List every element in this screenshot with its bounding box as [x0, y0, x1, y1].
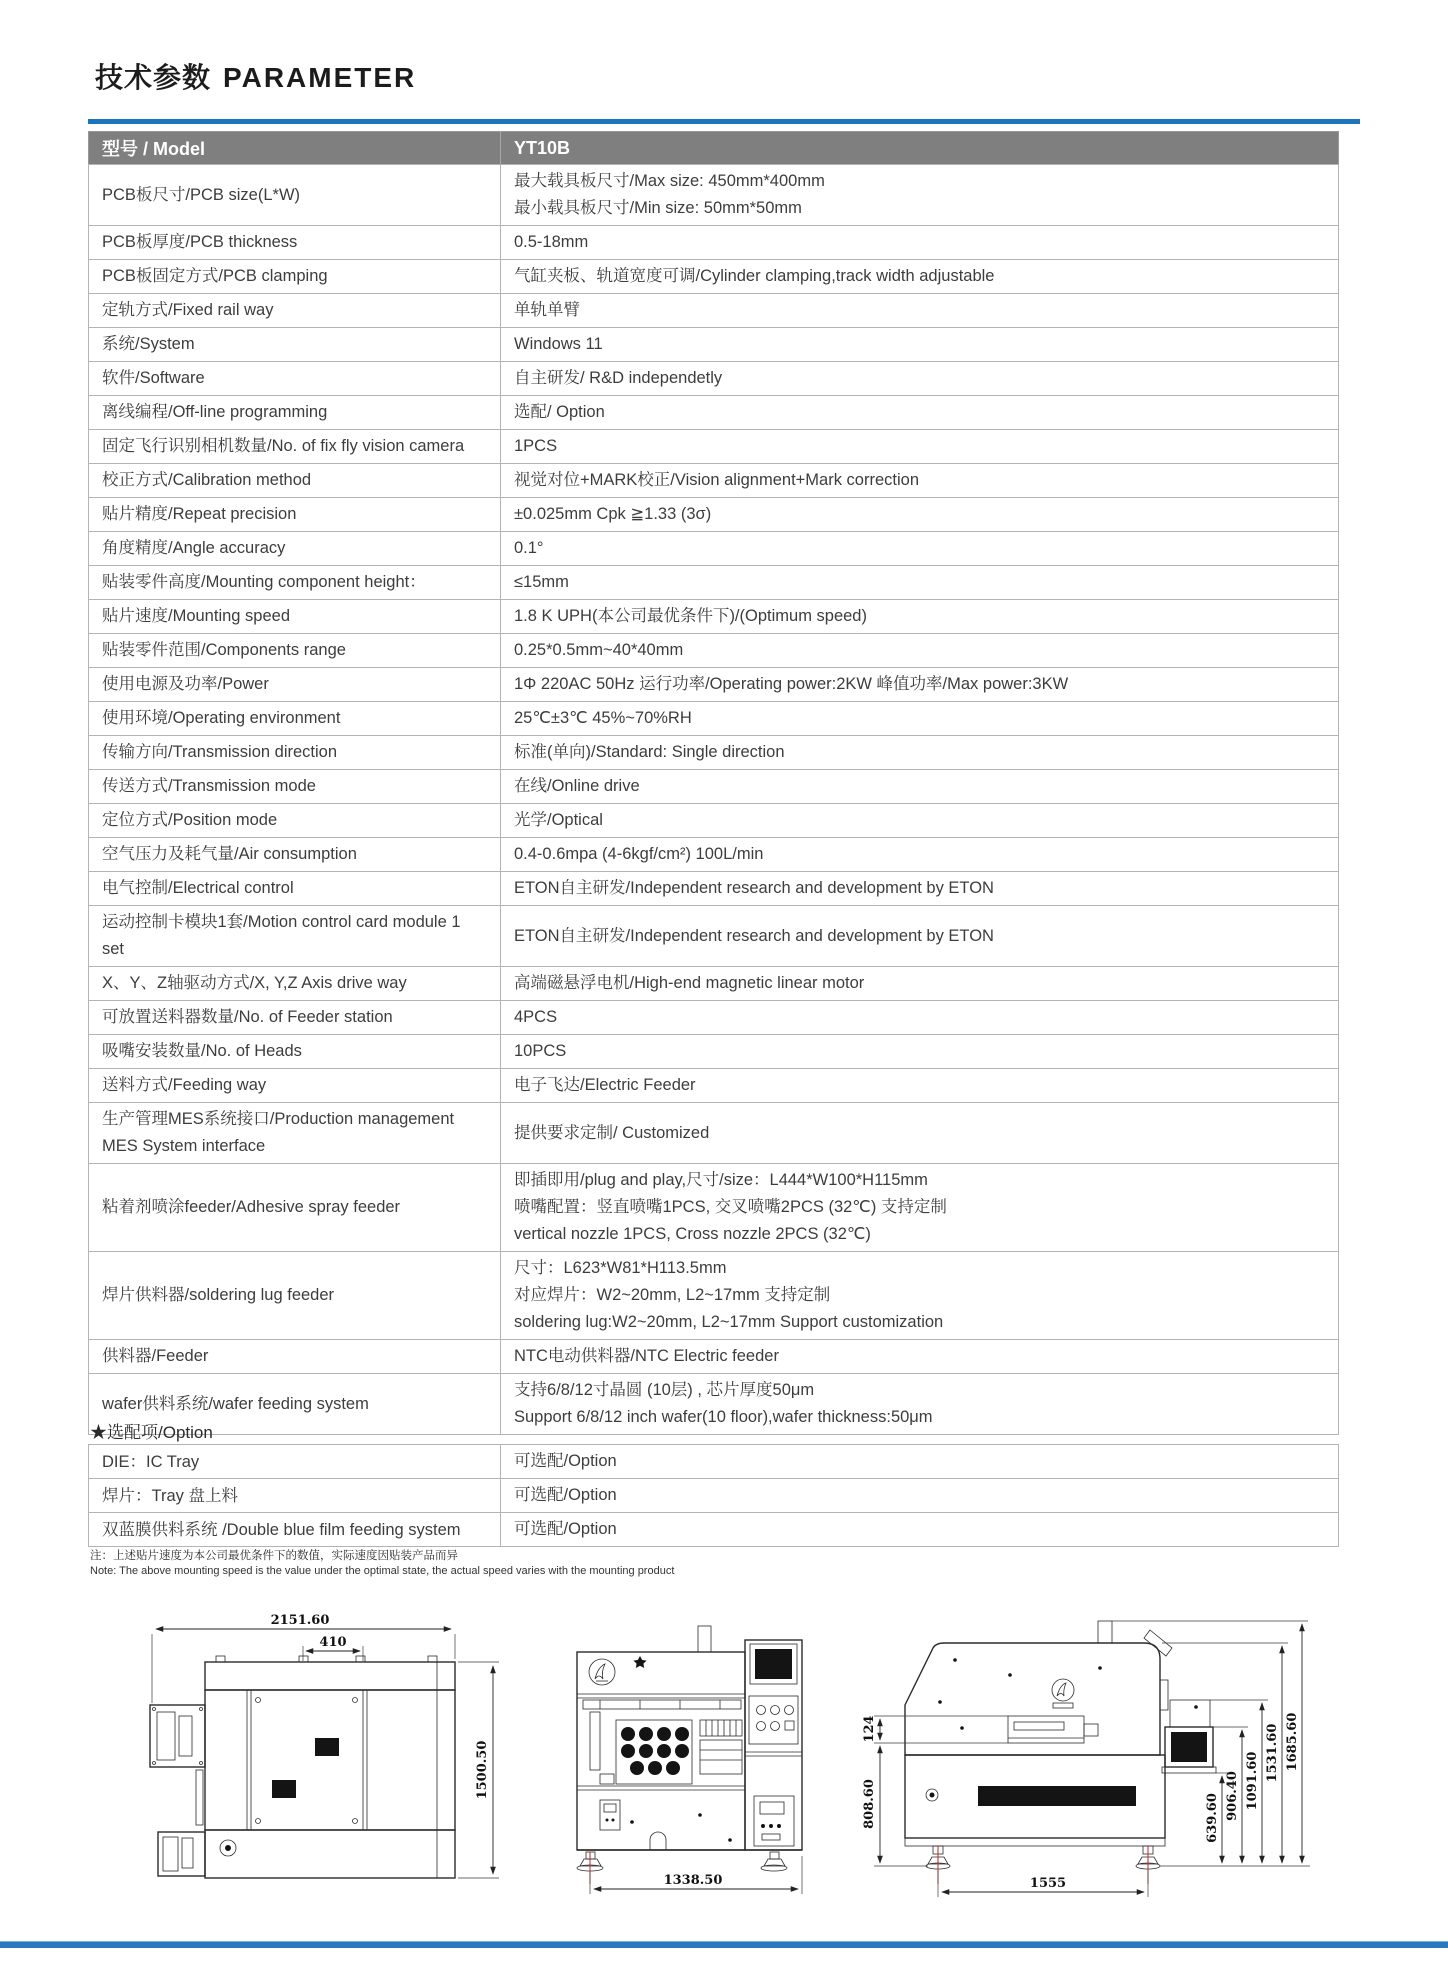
row-label: 焊片供料器/soldering lug feeder: [89, 1252, 501, 1340]
table-row: [89, 906, 1339, 967]
row-value: [501, 1445, 1339, 1479]
dim-label-side-h1: 639.60: [1205, 1793, 1220, 1843]
row-label: 粘着剂喷涂feeder/Adhesive spray feeder: [89, 1164, 501, 1252]
table-row: [89, 838, 1339, 872]
row-value-line: 最大载具板尺寸/Max size: 450mm*400mm: [514, 172, 825, 190]
table-row: [89, 396, 1339, 430]
dim-label-side-h3: 1091.60: [1245, 1751, 1260, 1811]
row-value: [501, 328, 1339, 362]
eton-logo-icon: [1052, 1679, 1074, 1708]
row-value: [501, 430, 1339, 464]
table-row: [89, 1445, 1339, 1479]
row-value-line: 可选配/Option: [514, 1452, 617, 1470]
row-label: 固定飞行识别相机数量/No. of fix fly vision camera: [89, 430, 501, 464]
table-row: [89, 1103, 1339, 1164]
table-row: [89, 226, 1339, 260]
dimension-drawings: [0, 1593, 1448, 1929]
row-value-line: 即插即用/plug and play,尺寸/size：L444*W100*H115mm: [514, 1171, 928, 1189]
dim-label-top-overall: 2151.60: [270, 1613, 330, 1628]
row-value-line: 0.4-0.6mpa (4-6kgf/cm²) 100L/min: [514, 845, 764, 863]
row-label: 电气控制/Electrical control: [89, 872, 501, 906]
row-value-line: 4PCS: [514, 1008, 558, 1026]
dim-label-side-conveyor: 124: [862, 1715, 877, 1743]
options-table: [88, 1444, 1339, 1547]
row-label: 软件/Software: [89, 362, 501, 396]
row-label: 校正方式/Calibration method: [89, 464, 501, 498]
row-value-line: 尺寸：L623*W81*H113.5mm: [514, 1259, 727, 1277]
table-row: [89, 1164, 1339, 1252]
drawing-front-view: [577, 1626, 802, 1894]
table-row: [89, 872, 1339, 906]
table-row: [89, 804, 1339, 838]
row-value-line: vertical nozzle 1PCS, Cross nozzle 2PCS (32℃): [514, 1225, 871, 1243]
table-row: [89, 430, 1339, 464]
drawing-side-view: [862, 1621, 1310, 1897]
row-label: 传送方式/Transmission mode: [89, 770, 501, 804]
table-row: [89, 634, 1339, 668]
row-value-line: 单轨单臂: [514, 301, 580, 319]
dim-label-side-track: 1555: [1029, 1876, 1067, 1891]
row-value: [501, 362, 1339, 396]
row-value: [501, 1164, 1339, 1252]
row-value-line: 0.1°: [514, 539, 544, 557]
table-row: [89, 1374, 1339, 1435]
footnote-en: Note: The above mounting speed is the value under the optimal state, the actual speed varies with the mounting product: [90, 1565, 675, 1577]
row-value: [501, 294, 1339, 328]
row-value-line: ETON自主研发/Independent research and development by ETON: [514, 879, 994, 897]
drawing-top-view: [150, 1613, 499, 1878]
bottom-accent-rule: [0, 1941, 1448, 1948]
row-value: [501, 566, 1339, 600]
row-label: 双蓝膜供料系统 /Double blue film feeding system: [89, 1513, 501, 1547]
row-value-line: 可选配/Option: [514, 1520, 617, 1538]
table-row: [89, 566, 1339, 600]
row-value-line: NTC电动供料器/NTC Electric feeder: [514, 1347, 779, 1365]
table-row: [89, 702, 1339, 736]
spec-header-row: [89, 132, 1339, 165]
table-row: [89, 1479, 1339, 1513]
row-value: [501, 770, 1339, 804]
title-accent-rule: [88, 119, 1360, 124]
table-row: [89, 1252, 1339, 1340]
row-value-line: 10PCS: [514, 1042, 567, 1060]
row-label: 定位方式/Position mode: [89, 804, 501, 838]
row-value: [501, 634, 1339, 668]
model-header-label: 型号 / Model: [89, 132, 501, 165]
row-value: [501, 1001, 1339, 1035]
row-value-line: 气缸夹板、轨道宽度可调/Cylinder clamping,track width adjustable: [514, 267, 995, 285]
row-value-line: 对应焊片：W2~20mm, L2~17mm 支持定制: [514, 1286, 831, 1304]
row-label: 传输方向/Transmission direction: [89, 736, 501, 770]
row-value: [501, 1374, 1339, 1435]
row-label: wafer供料系统/wafer feeding system: [89, 1374, 501, 1435]
row-label: 贴片速度/Mounting speed: [89, 600, 501, 634]
row-value-line: 高端磁悬浮电机/High-end magnetic linear motor: [514, 974, 865, 992]
row-value: [501, 1069, 1339, 1103]
row-value-line: Support 6/8/12 inch wafer(10 floor),wafer thickness:50μm: [514, 1408, 933, 1426]
eton-logo-icon: [589, 1659, 615, 1685]
row-value: [501, 872, 1339, 906]
table-row: [89, 600, 1339, 634]
row-label: 生产管理MES系统接口/Production management MES System interface: [89, 1103, 501, 1164]
row-value: [501, 498, 1339, 532]
row-value-line: 电子飞达/Electric Feeder: [514, 1076, 696, 1094]
dim-label-side-h2: 906.40: [1225, 1771, 1240, 1821]
row-value: [501, 736, 1339, 770]
row-value: [501, 702, 1339, 736]
options-title: ★选配项/Option: [90, 1423, 213, 1442]
model-header-value: YT10B: [501, 132, 1339, 165]
page-title-zh: 技术参数: [95, 62, 212, 93]
row-label: 贴装零件高度/Mounting component height：: [89, 566, 501, 600]
row-value-line: 自主研发/ R&D independetly: [514, 369, 723, 387]
row-value: [501, 1252, 1339, 1340]
row-label: 运动控制卡模块1套/Motion control card module 1 set: [89, 906, 501, 967]
row-value-line: ≤15mm: [514, 573, 569, 591]
row-value-line: 0.25*0.5mm~40*40mm: [514, 641, 684, 659]
table-row: [89, 1069, 1339, 1103]
table-row: [89, 736, 1339, 770]
spec-table-section: [88, 131, 1338, 1435]
options-table-section: [88, 1444, 1338, 1547]
table-row: [89, 532, 1339, 566]
row-label: PCB板厚度/PCB thickness: [89, 226, 501, 260]
table-row: [89, 1340, 1339, 1374]
row-label: PCB板尺寸/PCB size(L*W): [89, 165, 501, 226]
row-label: 系统/System: [89, 328, 501, 362]
row-value: [501, 1035, 1339, 1069]
row-value-line: 1PCS: [514, 437, 558, 455]
row-value-line: 支持6/8/12寸晶圆 (10层) , 芯片厚度50μm: [514, 1381, 815, 1399]
row-value-line: 喷嘴配置：竖直喷嘴1PCS, 交叉喷嘴2PCS (32℃) 支持定制: [514, 1198, 947, 1216]
table-row: [89, 1035, 1339, 1069]
row-value-line: soldering lug:W2~20mm, L2~17mm Support customization: [514, 1313, 944, 1331]
row-value-line: ETON自主研发/Independent research and development by ETON: [514, 926, 994, 945]
row-value: [501, 600, 1339, 634]
row-value-line: 标准(单向)/Standard: Single direction: [514, 743, 785, 761]
table-row: [89, 668, 1339, 702]
page-title: [95, 56, 416, 96]
row-label: 空气压力及耗气量/Air consumption: [89, 838, 501, 872]
row-value-line: 视觉对位+MARK校正/Vision alignment+Mark correction: [514, 471, 919, 489]
spec-table-body: [89, 165, 1339, 1435]
row-label: 离线编程/Off-line programming: [89, 396, 501, 430]
dim-label-side-h5: 1685.60: [1285, 1712, 1300, 1772]
table-row: [89, 165, 1339, 226]
table-row: [89, 770, 1339, 804]
dim-label-side-h4: 1531.60: [1265, 1723, 1280, 1783]
row-value-line: 选配/ Option: [514, 403, 605, 421]
row-value-line: 可选配/Option: [514, 1486, 617, 1504]
row-value: [501, 1340, 1339, 1374]
options-table-body: [89, 1445, 1339, 1547]
dim-label-front-width: 1338.50: [663, 1873, 723, 1888]
row-label: DIE：IC Tray: [89, 1445, 501, 1479]
row-label: 使用电源及功率/Power: [89, 668, 501, 702]
row-value-line: 0.5-18mm: [514, 233, 589, 251]
row-label: 贴片精度/Repeat precision: [89, 498, 501, 532]
row-value-line: Windows 11: [514, 335, 603, 353]
row-label: 贴装零件范围/Components range: [89, 634, 501, 668]
spec-table: [88, 131, 1339, 1435]
dim-label-top-module: 410: [319, 1635, 347, 1650]
row-label: 定轨方式/Fixed rail way: [89, 294, 501, 328]
row-label: 送料方式/Feeding way: [89, 1069, 501, 1103]
row-value: [501, 464, 1339, 498]
table-row: [89, 362, 1339, 396]
row-value-line: 25℃±3℃ 45%~70%RH: [514, 709, 692, 727]
row-label: 吸嘴安装数量/No. of Heads: [89, 1035, 501, 1069]
row-label: X、Y、Z轴驱动方式/X, Y,Z Axis drive way: [89, 967, 501, 1001]
row-label: 角度精度/Angle accuracy: [89, 532, 501, 566]
row-label: PCB板固定方式/PCB clamping: [89, 260, 501, 294]
row-value: [501, 906, 1339, 967]
row-value: [501, 165, 1339, 226]
row-label: 焊片：Tray 盘上料: [89, 1479, 501, 1513]
row-value-line: 1.8 K UPH(本公司最优条件下)/(Optimum speed): [514, 607, 867, 625]
row-value-line: 提供要求定制/ Customized: [514, 1123, 710, 1142]
row-value: [501, 1479, 1339, 1513]
row-label: 供料器/Feeder: [89, 1340, 501, 1374]
page-title-en: PARAMETER: [223, 62, 417, 93]
dim-label-side-lower: 808.60: [862, 1779, 877, 1829]
row-value-line: 光学/Optical: [514, 811, 603, 829]
footnote-zh: 注：上述贴片速度为本公司最优条件下的数值，实际速度因贴装产品而异: [90, 1550, 458, 1562]
table-row: [89, 328, 1339, 362]
table-row: [89, 464, 1339, 498]
row-value: [501, 1513, 1339, 1547]
row-value-line: 在线/Online drive: [514, 777, 640, 795]
row-value-line: ±0.025mm Cpk ≧1.33 (3σ): [514, 505, 712, 523]
table-row: [89, 967, 1339, 1001]
row-value: [501, 668, 1339, 702]
row-value: [501, 1103, 1339, 1164]
row-value: [501, 532, 1339, 566]
row-value: [501, 838, 1339, 872]
row-value: [501, 260, 1339, 294]
row-value: [501, 804, 1339, 838]
table-row: [89, 1513, 1339, 1547]
footnotes: [90, 1548, 674, 1579]
row-value: [501, 226, 1339, 260]
dim-label-top-depth: 1500.50: [475, 1740, 490, 1800]
row-value-line: 1Φ 220AC 50Hz 运行功率/Operating power:2KW 峰值功率/Max power:3KW: [514, 675, 1069, 693]
row-value-line: 最小载具板尺寸/Min size: 50mm*50mm: [514, 199, 802, 217]
table-row: [89, 1001, 1339, 1035]
row-label: 使用环境/Operating environment: [89, 702, 501, 736]
table-row: [89, 260, 1339, 294]
row-value: [501, 967, 1339, 1001]
table-row: [89, 294, 1339, 328]
table-row: [89, 498, 1339, 532]
row-label: 可放置送料器数量/No. of Feeder station: [89, 1001, 501, 1035]
row-value: [501, 396, 1339, 430]
